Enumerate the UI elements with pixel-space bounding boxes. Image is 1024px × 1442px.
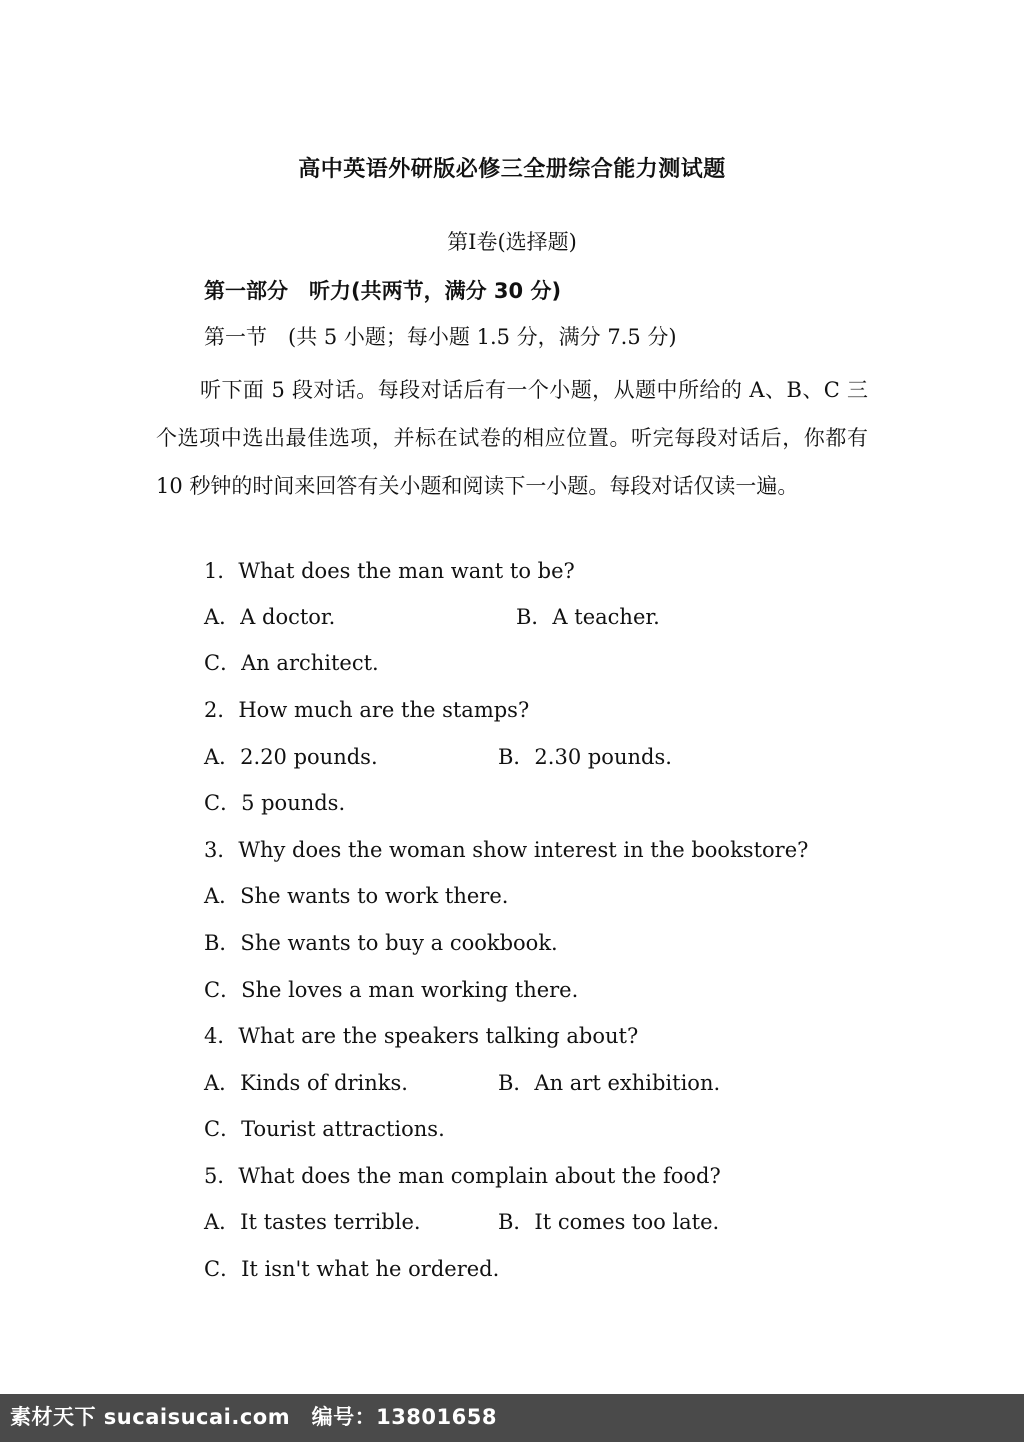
instructions-paragraph: 听下面 5 段对话。每段对话后有一个小题，从题中所给的 A、B、C 三个选项中选出最佳选项，并标在试卷的相应位置。听完每段对话后，你都有 10 秒钟的时间来回答有关小题和阅读下一小题。每段对话仅读一遍。 bbox=[156, 378, 868, 498]
question-1-option-b: B．A teacher. bbox=[516, 605, 660, 629]
question-5-option-b: B．It comes too late. bbox=[498, 1210, 720, 1234]
page-title: 高中英语外研版必修三全册综合能力测试题 bbox=[298, 157, 726, 182]
question-3-option-b: B．She wants to buy a cookbook. bbox=[204, 931, 558, 955]
question-2-option-c: C．5 pounds. bbox=[204, 791, 346, 815]
question-5-option-c: C．It isn't what he ordered. bbox=[204, 1257, 500, 1281]
question-3-stem: 3．Why does the woman show interest in the bookstore? bbox=[204, 838, 809, 862]
question-4-stem: 4．What are the speakers talking about? bbox=[204, 1024, 639, 1048]
question-3-option-c: C．She loves a man working there. bbox=[204, 978, 579, 1002]
question-2-option-a: A．2.20 pounds. bbox=[204, 745, 378, 769]
question-2-stem: 2．How much are the stamps? bbox=[204, 698, 530, 722]
question-1-option-c: C．An architect. bbox=[204, 651, 379, 675]
question-2-option-b: B．2.30 pounds. bbox=[498, 745, 672, 769]
watermark-text: 素材天下 sucaisucai.com 编号：13801658 bbox=[10, 1405, 497, 1429]
question-4-option-b: B．An art exhibition. bbox=[498, 1071, 721, 1095]
question-5-option-a: A．It tastes terrible. bbox=[204, 1210, 421, 1234]
question-5-stem: 5．What does the man complain about the food? bbox=[204, 1164, 721, 1188]
question-1-option-a: A．A doctor. bbox=[204, 605, 336, 629]
question-1-stem: 1．What does the man want to be? bbox=[204, 559, 575, 583]
section-heading: 第一节 (共 5 小题；每小题 1.5 分，满分 7.5 分) bbox=[204, 325, 677, 349]
part-heading: 第一部分 听力(共两节，满分 30 分) bbox=[204, 279, 562, 303]
question-4-option-c: C．Tourist attractions. bbox=[204, 1117, 445, 1141]
question-3-option-a: A．She wants to work there. bbox=[204, 884, 509, 908]
question-4-option-a: A．Kinds of drinks. bbox=[204, 1071, 408, 1095]
volume-heading: 第Ⅰ卷(选择题) bbox=[447, 230, 577, 254]
